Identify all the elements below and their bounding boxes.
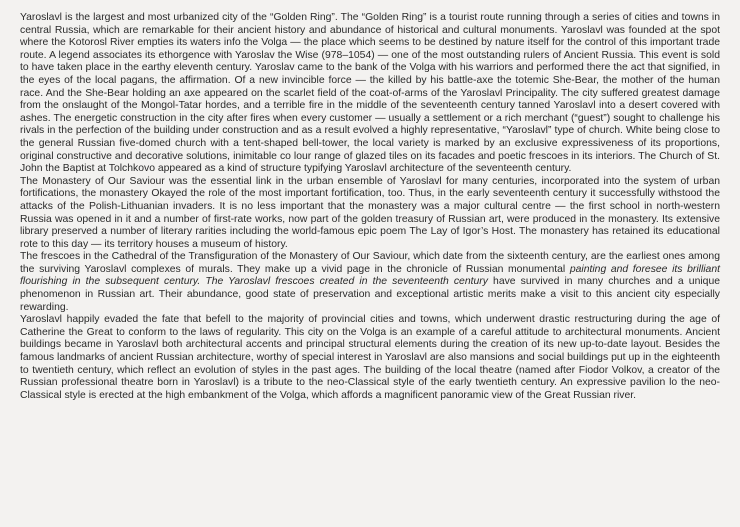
paragraph-monastery xyxy=(20,176,720,252)
paragraph-intro xyxy=(20,12,720,176)
paragraph-frescoes xyxy=(20,251,720,314)
paragraph-text: The Monastery of Our Saviour was the essential link in the urban ensemble of Yaroslavl for many centuries, incorporated into the system of urban fortifications, the monastery Okayed the role of the most important fortification, too. Thus, in the early seventeenth century it successfully withstood the attacks of the Polish-Lithuanian invaders. It is no less important that the monastery was a major cultural centre — the first school in north-western Russia was opened in it and a number of first-rate works, now part of the golden treasury of Russian art, were produced in the monastery. Its extensive library preserved a number of literary rarities including the world-famous epic poem The Lay of Igor’s Host. The monastery has retained its educational rote to this day — its territory houses a museum of history. xyxy=(20,175,720,250)
paragraph-text: Yaroslavl is the largest and most urbanized city of the “Golden Ring”. The “Golden Ring” is a tourist route running through a series of cities and towns in central Russia, which are remarkable for their ancient history and abundance of historical and cultural monuments. Yaroslavl was founded at the spot where the Kotorosl River empties its waters info the Volga — the place which seems to be destined by nature itself for the control of this important trade route. A legend associates its ethorgence with Yaroslav the Wise (978–1054) — one of the most outstanding rulers of Ancient Russia. This event is sold to have taken place in the earthy eleventh century. Yaroslav came to the bank of the Volga with his warriors and performed there the act that signified, in the eyes of the local pagans, the affirmation. Of a new invincible force — the killed by his battle-axe the totemic She-Bear, the mother of the human race. And the She-Bear holding an axe appeared on the scarlet field of the coat-of-arms of the Yaroslavl Principality. The city suffered greatest damage from the onslaught of the Mongol-Tatar hordes, and a terrible fire in the middle of the seventeenth century tanned Yaroslavl into a desert covered with ashes. The energetic construction in the city after fires when every customer — usually a settlement or a rich merchant (“guest”) sought to challenge his rivals in the perfection of the building under construction and as a result evolved a highly representative, “Yaroslavl” type of church. White being close to the general Russian five-domed church with a tent-shaped bell-tower, the local variety is marked by an exclusive expressiveness of its proportions, original constructive and decorative solutions, inimitable co lour range of glazed tiles on its facades and poetic frescoes in its interiors. The Church of St. John the Baptist at Tolchkovo appeared as a kind of structure typifying Yaroslavl architecture of the seventeenth century. xyxy=(20,12,720,175)
paragraph-text-italic: painting and foresee its brilliant flourishing in the subsequent century. The Yaroslavl frescoes created in the seventeenth century xyxy=(20,263,721,288)
paragraph-text: The frescoes in the Cathedral of the Transfiguration of the Monastery of Our Saviour, which date from the sixteenth century, are the earliest ones among the surviving Yaroslavl complexes of murals. They make up a vivid page in the chronicle of Russian monumental xyxy=(20,251,720,275)
document-page xyxy=(20,12,720,402)
paragraph-text: have survived in many churches and a unique phenomenon in Russian art. Their abundance, good state of preservation and exceptional artistic merits make a visit to this ancient city especially rewarding. xyxy=(20,276,720,313)
paragraph-text: Yaroslavl happily evaded the fate that befell to the majority of provincial cities and towns, which underwent drastic restructuring during the age of Catherine the Great to conform to the laws of regularity. This city on the Volga is an example of a careful attitude to architectural monuments. Ancient buildings became in Yaroslavl both architectural accents and principal structural elements during the creation of its new up-to-date layout. Besides the famous landmarks of ancient Russian architecture, worthy of special interest in Yaroslavl are also mansions and social buildings put up in the eighteenth to twentieth century, which reflect an evolution of styles in the past ages. The building of the local theatre (named after Fiodor Volkov, a creator of the Russian professional theatre born in Yaroslavl) is a tribute to the neo-Classical style of the early twentieth century. An expressive pavilion lo the neo-Classical style is erected at the high embankment of the Volga, which affords a magnificent panoramic view of the Great Russian river. xyxy=(20,314,720,401)
paragraph-architecture xyxy=(20,314,720,402)
